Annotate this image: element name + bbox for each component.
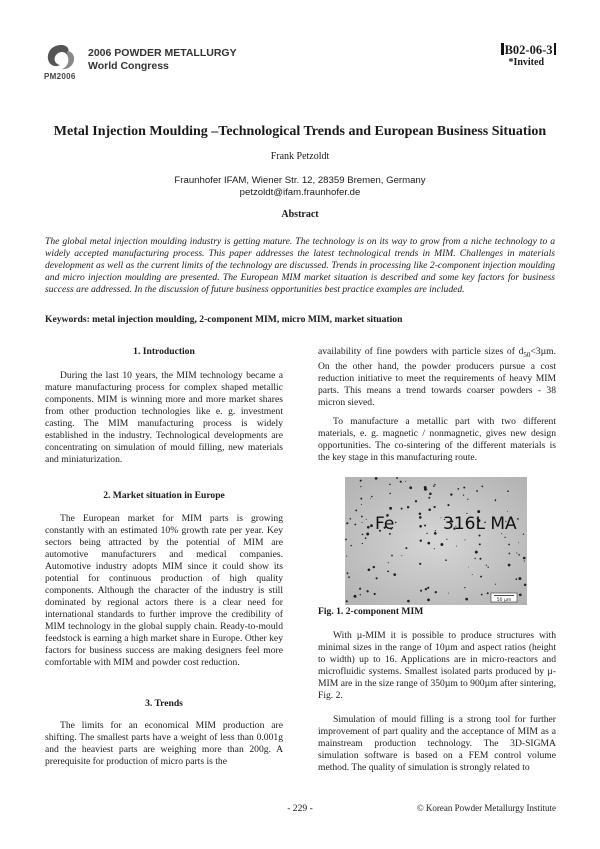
section-heading-introduction: 1. Introduction	[133, 346, 195, 357]
pore	[457, 488, 459, 490]
right-para-3: With µ-MIM it is possible to produce structures with minimal sizes in the range of 10µm and aspect ratios (height to width) up to 16. Applications are in micro-reactors and microfluidic systems. Smallest isolated parts produced by µ-MIM are in the size range of 350µm to 900µm after sintering, Fig. 2.	[318, 630, 556, 701]
pore	[362, 543, 363, 544]
pore	[440, 543, 443, 546]
pore	[509, 553, 511, 555]
pore	[434, 506, 436, 508]
pore	[373, 566, 375, 568]
right-para-1	[318, 346, 556, 409]
micrograph-image	[345, 477, 527, 605]
pore	[481, 594, 483, 596]
pore	[434, 548, 435, 549]
pore	[405, 547, 407, 549]
pore	[435, 591, 437, 593]
pore	[401, 508, 403, 510]
pore	[515, 578, 517, 580]
pore	[523, 534, 524, 535]
pore	[371, 496, 373, 498]
pore	[354, 595, 357, 598]
pore	[396, 477, 398, 479]
pore	[409, 486, 412, 489]
pore	[524, 584, 526, 586]
pore	[360, 486, 361, 487]
pore	[366, 533, 369, 536]
pore	[448, 593, 449, 594]
pore	[480, 576, 482, 578]
pore	[395, 522, 397, 524]
code-bar-right	[554, 43, 557, 55]
pore	[389, 484, 391, 486]
conference-title	[88, 47, 237, 73]
pore	[376, 577, 378, 579]
figure-micrograph	[345, 477, 527, 605]
pore	[361, 516, 363, 518]
pore	[479, 558, 481, 560]
pore	[464, 587, 465, 588]
pore	[474, 558, 475, 559]
pore	[518, 577, 521, 580]
affiliation-address: Fraunhofer IFAM, Wiener Str. 12, 28359 Bremen, Germany	[174, 175, 426, 186]
pore	[350, 545, 351, 546]
pore	[425, 588, 427, 590]
pore	[524, 560, 525, 561]
pore	[420, 540, 422, 542]
pore	[447, 504, 449, 506]
pore	[495, 584, 496, 585]
pore	[467, 499, 468, 500]
pore	[374, 593, 376, 595]
pore	[367, 526, 370, 529]
pore	[348, 576, 350, 578]
pore	[360, 498, 362, 500]
copyright: © Korean Powder Metallurgy Institute	[416, 803, 556, 813]
scale-bar-label: 50 µm	[496, 598, 512, 603]
pore	[361, 504, 362, 505]
pore	[405, 481, 406, 482]
pore	[389, 507, 392, 510]
pore	[365, 537, 367, 539]
pore	[450, 493, 452, 495]
pore	[419, 563, 421, 565]
pore	[456, 546, 457, 547]
introduction-text: During the last 10 years, the MIM technology became a mature manufacturing process for complex shaped metallic components. MIM is winning more and more market shares from other production technologies like e. g. investment casting. The MIM manufacturing process is widely established in the industry. Technological developments are concentrating on simulation of mould filling, new materials and miniaturization.	[45, 370, 283, 465]
pore	[389, 493, 391, 495]
pore	[401, 555, 402, 556]
pore	[428, 497, 430, 499]
pore	[504, 537, 505, 538]
pore	[481, 486, 483, 488]
pore	[468, 567, 469, 568]
pore	[475, 551, 478, 554]
section-heading-trends: 3. Trends	[145, 698, 183, 709]
pore	[362, 522, 363, 523]
pore	[495, 499, 496, 500]
right-para-1-a: availability of fine powders with particle sizes of d	[318, 346, 524, 357]
pore	[507, 511, 508, 512]
pore	[428, 587, 429, 588]
page-number: - 229 -	[287, 803, 313, 814]
pore	[487, 592, 489, 594]
pore	[355, 509, 357, 511]
pore	[488, 567, 489, 568]
pore	[393, 573, 396, 576]
pore	[478, 534, 480, 536]
pore	[446, 539, 447, 540]
pore	[366, 519, 367, 520]
pore	[391, 555, 393, 557]
right-para-4: Simulation of mould filling is a strong tool for further improvement of part quality and the acceptance of MIM as a mainstream production technology. The 3D-SIGMA simulation software is based on a FEM control volume method. The quality of simulation is strongly related to	[318, 714, 556, 773]
figure-caption: Fig. 1. 2-component MIM	[318, 606, 424, 617]
pore	[477, 510, 480, 513]
pore	[359, 588, 361, 590]
pore	[507, 490, 509, 492]
abstract-text: The global metal injection moulding industry is getting mature. The technology is on its way to grow from a niche technology to a widely accepted manufacturing process. This paper addresses the latest technological trends in MIM. Challenges in materials development as well as the current limits of the technology are discussed. Trends in processing like 2-component injection moulding and micro injection moulding are presented. The European MIM market situation is described and some key factors for business success are addressed. In the discussion of future business opportunities best practice examples are included.	[45, 236, 555, 295]
paper-title: Metal Injection Moulding –Technological Trends and European Business Situation	[53, 124, 547, 139]
invited-label: *Invited	[508, 57, 544, 68]
section-heading-market: 2. Market situation in Europe	[103, 490, 225, 501]
pore	[428, 508, 431, 511]
paper-code	[500, 43, 557, 58]
pore	[388, 562, 389, 563]
right-para-2: To manufacture a metallic part with two different materials, e. g. magnetic / nonmagnetic, gives new design opportunities. The co-sintering of the different materials is the key stage in this manufacturing route.	[318, 416, 556, 463]
abstract-heading: Abstract	[281, 209, 319, 220]
pore	[424, 525, 426, 527]
pore	[479, 543, 481, 545]
pore	[523, 557, 526, 560]
pore	[419, 516, 422, 519]
pore	[354, 524, 356, 526]
pore	[426, 533, 427, 534]
conference-line-2: World Congress	[88, 60, 169, 72]
pore	[427, 599, 430, 602]
conference-line-1: 2006 POWDER METALLURGY	[88, 47, 237, 59]
pore	[346, 522, 348, 524]
pore	[508, 544, 510, 546]
affiliation-email[interactable]: petzoldt@ifam.fraunhofer.de	[239, 187, 361, 198]
pore	[370, 498, 371, 499]
pore	[345, 539, 347, 541]
pore	[387, 570, 388, 571]
code-bar-left	[501, 43, 504, 55]
pore	[362, 534, 364, 536]
pore	[435, 533, 437, 535]
market-text: The European market for MIM parts is growing constantly with an estimated 10% growth rate per year. Key sectors being attracted by the potential of MIM are automotive manufacturers and medical companies. Automotive industry adopts MIM since it could show its potential for continuous production of high quality components. Although the character of the industry is still dominated by regional actors there is a clear need for international standards to further improve the credibility of MIM technology in the global supply chain. Ready-to-mould feedstock is earning a high market share in Europe. Other key factors for business success are making designers feel more comfortable with MIM and powder cost reduction.	[45, 513, 283, 668]
pore	[415, 500, 417, 502]
pore	[424, 486, 427, 489]
pore	[347, 572, 349, 574]
pore	[375, 477, 378, 480]
pore	[427, 542, 430, 545]
pore	[465, 598, 468, 601]
figure-label-fe: Fe	[375, 514, 395, 534]
pore	[441, 517, 442, 518]
pore	[517, 518, 519, 520]
paper-code-text: B02-06-3	[504, 43, 553, 57]
pore	[486, 565, 487, 566]
pore	[407, 600, 410, 603]
pore	[360, 480, 362, 482]
pore	[366, 590, 368, 592]
pore	[420, 590, 422, 592]
pore	[400, 481, 402, 483]
author: Frank Petzoldt	[270, 151, 330, 162]
pore	[445, 559, 447, 561]
pore	[346, 556, 347, 557]
pore	[476, 490, 478, 492]
pore	[495, 500, 497, 502]
pore	[350, 518, 352, 520]
pore	[368, 568, 371, 571]
pore	[518, 542, 519, 543]
pore	[472, 574, 473, 575]
pore	[346, 600, 348, 602]
pore	[435, 530, 436, 531]
right-para-1-sub: 50	[523, 350, 531, 359]
affiliation	[0, 175, 600, 199]
pore	[465, 539, 466, 540]
pore	[433, 485, 435, 487]
pore	[463, 487, 465, 489]
pore	[419, 513, 422, 516]
trends-text: The limits for an economical MIM production are shifting. The smallest parts have a weight of less than 0.001g and the heaviest parts are weighing more than 200g. A prerequisite for production of micro parts is the	[45, 720, 283, 767]
pore	[516, 552, 517, 553]
figure-label-316l: 316L MA	[443, 514, 517, 534]
pm-label: PM2006	[44, 72, 76, 81]
pore	[429, 493, 432, 496]
pore	[370, 524, 373, 527]
pore	[434, 484, 435, 485]
pore	[419, 525, 422, 528]
pore	[463, 494, 464, 495]
pore	[508, 564, 511, 567]
pore	[519, 593, 522, 596]
keywords: Keywords: metal injection moulding, 2-component MIM, micro MIM, market situation	[45, 314, 403, 325]
pore	[518, 554, 520, 556]
right-para-1-b: <3µm. On the other hand, the powder producers pursue a cost reduction initiative to meet the requirements of heavy MIM parts. This means a trend towards coarser powders - 38 micron sieved.	[318, 346, 556, 408]
pore	[407, 506, 409, 508]
pore	[360, 594, 361, 595]
